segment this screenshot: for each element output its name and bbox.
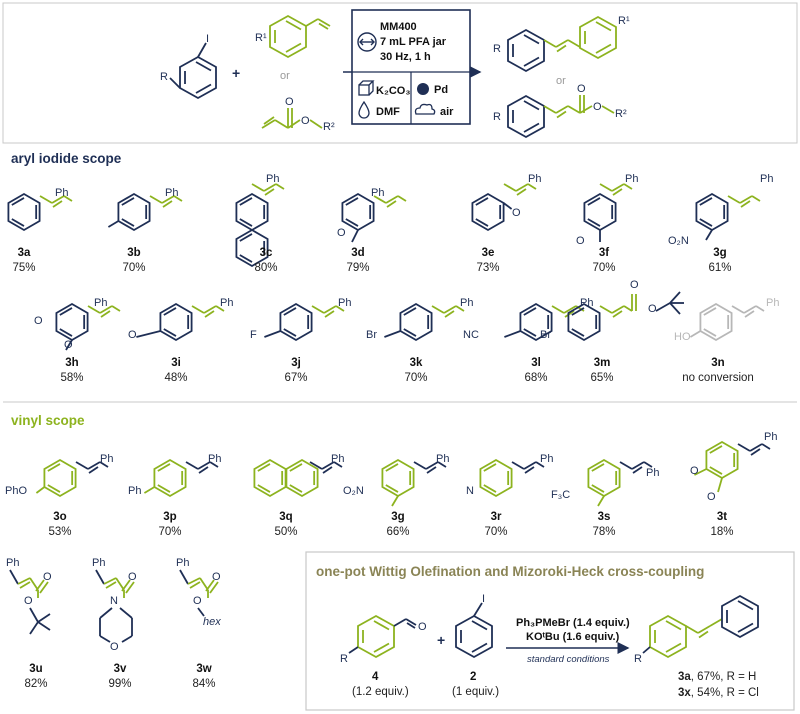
aryl-compound-yield-12: 65% (590, 372, 614, 384)
r1-substituent-reactant: R¹ (255, 32, 267, 44)
stilbene-product (508, 17, 616, 71)
vinyl-compound-label-2: 3q (279, 511, 293, 523)
r1-substituent-product: R¹ (618, 15, 630, 27)
vinyl-compound-yield-9: 84% (192, 678, 216, 690)
aryl-compound-yield-13: no conversion (682, 372, 754, 384)
r-substituent-cinnamate: R (493, 111, 501, 123)
o-label-3w-ester: O (193, 595, 202, 607)
r-substituent: R (160, 71, 168, 83)
vinyl-compound-label-5: 3s (597, 511, 611, 523)
ring-3a (8, 194, 39, 230)
aryl-compound-yield-11: 68% (524, 372, 548, 384)
solvent-name: DMF (376, 106, 400, 118)
prod2-label: 3x (678, 687, 691, 699)
o-label-3v: O (128, 571, 137, 583)
r2-substituent: R² (323, 121, 335, 133)
ph-label-3g: Ph (760, 173, 774, 185)
ph-label-3p: Ph (208, 453, 222, 465)
f-label-3j: F (250, 329, 257, 341)
benzaldehyde-structure (349, 616, 416, 657)
aryl-compound-yield-7: 58% (60, 372, 84, 384)
r-label-one-pot-product: R (634, 653, 642, 665)
ring-3p (154, 460, 185, 496)
ph-label-3l: Ph (580, 297, 594, 309)
oxygen-carbonyl: O (285, 96, 294, 108)
ring-3q-a (254, 460, 285, 496)
aryl-compound-label-13: 3n (711, 357, 725, 369)
o-label-3t-2: O (707, 491, 716, 503)
catalyst-dot-icon (417, 83, 429, 95)
ph-label-3a: Ph (55, 187, 69, 199)
one-pot-result-2 (678, 687, 759, 699)
o-label-3h: O (34, 315, 43, 327)
aryl-compound-yield-1: 70% (122, 262, 146, 274)
vinyl-compound-yield-1: 70% (158, 526, 182, 538)
ph-label-3q: Ph (331, 453, 345, 465)
aryl-iodide-reactant (170, 43, 216, 98)
aryl-compound-yield-5: 70% (592, 262, 616, 274)
prod1-text: , 67%, R = H (690, 671, 757, 683)
aryl-compound-label-8: 3i (171, 357, 181, 369)
acrylate-reactant (262, 108, 322, 128)
o-label-3w-carbonyl: O (212, 571, 221, 583)
hex-label-3w: hex (203, 616, 221, 628)
aryl-compound-yield-6: 61% (708, 262, 732, 274)
aryl-compound-yield-10: 70% (404, 372, 428, 384)
ring-3o (44, 460, 75, 496)
mill-name: MM400 (380, 21, 417, 33)
ph-label-3r: Ph (540, 453, 554, 465)
f3c-label-3s: F₃C (551, 489, 571, 501)
aryl-compound-yield-2: 80% (254, 262, 278, 274)
o-label-3e: O (512, 207, 521, 219)
ring-3r (480, 460, 511, 496)
br-label-3k: Br (366, 329, 377, 341)
iodobenzene-structure (456, 603, 492, 657)
ring-3k (400, 304, 431, 340)
ph-label-3p-aryl: Ph (128, 485, 142, 497)
vinyl-compound-label-0: 3o (53, 511, 67, 523)
or-text-products: or (556, 75, 566, 87)
base-reagent: K₂CO₃ (376, 85, 411, 97)
vinyl-compound-yield-4: 70% (484, 526, 508, 538)
ph-label-3v: Ph (92, 557, 106, 569)
vinyl-compound-yield-7: 82% (24, 678, 48, 690)
n-label-3r: N (466, 485, 474, 497)
aryl-compound-label-5: 3f (598, 247, 610, 259)
one-pot-product-structure (643, 596, 758, 657)
aryl-compound-yield-3: 79% (346, 262, 370, 274)
vinyl-compound-yield-0: 53% (48, 526, 72, 538)
ho-label-3n: HO (674, 331, 691, 343)
n-label-3v: N (110, 595, 118, 607)
o-label-3u-ester: O (24, 595, 33, 607)
vinyl-3c (252, 184, 284, 195)
ring-3g-vinyl (382, 460, 413, 496)
o-label-3h-carbonyl: O (64, 339, 73, 351)
one-pot-title: one-pot Wittig Olefination and Mizoroki-Heck cross-coupling (316, 564, 705, 579)
ring-3t (706, 442, 737, 478)
one-pot-result-1 (678, 671, 756, 683)
one-pot-plus: + (437, 632, 446, 648)
vinyl-3t (738, 444, 770, 455)
o2n-label-3g: O₂N (668, 235, 689, 247)
o-label-3i: O (128, 329, 137, 341)
ring-3g (696, 194, 727, 230)
aryl-compound-label-10: 3k (409, 357, 423, 369)
ring-3j (280, 304, 311, 340)
aryl-compound-yield-0: 75% (12, 262, 36, 274)
vinyl-compound-label-1: 3p (163, 511, 177, 523)
ring-3c-a (236, 194, 267, 230)
or-text-reactants: or (280, 70, 290, 82)
oxygen-cinnamate-ester: O (593, 101, 602, 113)
aryl-compound-label-1: 3b (127, 247, 141, 259)
o-label-3d: O (337, 227, 346, 239)
oxygen-ester: O (301, 115, 310, 127)
jar-spec: 7 mL PFA jar (380, 36, 447, 48)
aryl-compound-label-0: 3a (17, 247, 31, 259)
aryl-compound-label-11: 3l (531, 357, 541, 369)
oxygen-cinnamate-carbonyl: O (577, 83, 586, 95)
vinyl-compound-label-8: 3v (113, 663, 127, 675)
ring-3d (342, 194, 373, 230)
r-substituent-product: R (493, 43, 501, 55)
vinyl-compound-label-7: 3u (29, 663, 43, 675)
sm1-label: 4 (372, 671, 379, 683)
vinyl-compound-yield-5: 78% (592, 526, 616, 538)
aryl-compound-label-9: 3j (291, 357, 301, 369)
sm2-label: 2 (470, 671, 477, 683)
vinyl-compound-label-4: 3r (490, 511, 502, 523)
o-label-3v-ring: O (110, 641, 119, 653)
ring-3b (118, 194, 149, 230)
o2n-label-3g-vinyl: O₂N (343, 485, 364, 497)
iodine-atom: I (206, 33, 210, 45)
ph-label-3i: Ph (220, 297, 234, 309)
aryl-compound-label-7: 3h (65, 357, 79, 369)
vinyl-compound-yield-8: 99% (108, 678, 132, 690)
ring-3n (700, 304, 731, 340)
vinyl-scope-title: vinyl scope (11, 413, 85, 428)
aryl-compound-label-6: 3g (713, 247, 727, 259)
ph-label-3b: Ph (165, 187, 179, 199)
vinyl-3e (504, 184, 536, 195)
vinyl-3g (728, 196, 760, 207)
plus-sign: + (232, 65, 241, 81)
o-label-3t-1: O (690, 465, 699, 477)
ph-label-3t: Ph (764, 431, 778, 443)
vinyl-compound-label-3: 3g (391, 511, 405, 523)
styrene-reactant (270, 16, 330, 57)
ph-label-3n: Ph (766, 297, 780, 309)
vinyl-compound-yield-3: 66% (386, 526, 410, 538)
vinyl-compound-yield-6: 18% (710, 526, 734, 538)
catalyst-name: Pd (434, 84, 449, 96)
aryl-compound-label-2: 3c (259, 247, 273, 259)
ring-3e (472, 194, 503, 230)
aryl-compound-yield-9: 67% (284, 372, 308, 384)
ph-label-3o: Ph (100, 453, 114, 465)
wittig-reagent-2: KOᵗBu (1.6 equiv.) (526, 631, 620, 643)
ph-label-3s: Ph (646, 467, 660, 479)
ring-3s (588, 460, 619, 496)
aryl-compound-label-4: 3e (481, 247, 495, 259)
atmosphere-name: air (440, 106, 454, 118)
r2-substituent-product: R² (615, 108, 627, 120)
vinyl-3n (732, 306, 764, 317)
vinyl-compound-label-6: 3t (716, 511, 728, 523)
aryl-scope-title: aryl iodide scope (11, 151, 122, 166)
ph-label-3k: Ph (460, 297, 474, 309)
vinyl-compound-yield-2: 50% (274, 526, 298, 538)
o-label-3m-ester: O (648, 303, 657, 315)
ring-3i (160, 304, 191, 340)
vinyl-3f (600, 184, 632, 195)
aryl-compound-yield-8: 48% (164, 372, 188, 384)
br-label-3m: Br (540, 329, 551, 341)
aryl-compound-label-12: 3m (593, 357, 611, 369)
o-label-3m-carbonyl: O (630, 279, 639, 291)
ring-3f (584, 194, 615, 230)
prod2-text: , 54%, R = Cl (690, 687, 759, 699)
aryl-compound-yield-4: 73% (476, 262, 500, 274)
ph-label-3g-vinyl: Ph (436, 453, 450, 465)
frequency-time: 30 Hz, 1 h (380, 51, 431, 63)
ph-label-3e: Ph (528, 173, 542, 185)
scope-atom-labels (5, 173, 779, 653)
ring-3h (56, 304, 87, 340)
prod1-label: 3a (678, 671, 691, 683)
ph-label-3h: Ph (94, 297, 108, 309)
o-label-3u-carbonyl: O (43, 571, 52, 583)
vinyl-compound-label-9: 3w (196, 663, 212, 675)
pho-label-3o: PhO (5, 485, 28, 497)
o-label-3f: O (576, 235, 585, 247)
ph-label-3f: Ph (625, 173, 639, 185)
ring-3m (568, 304, 599, 340)
sm1-equiv: (1.2 equiv.) (352, 686, 409, 698)
ph-label-3w: Ph (176, 557, 190, 569)
aryl-compound-label-3: 3d (351, 247, 365, 259)
standard-conditions-text: standard conditions (527, 654, 610, 665)
ph-label-3j: Ph (338, 297, 352, 309)
i-label-iodobenzene: I (482, 593, 486, 605)
ph-label-3c: Ph (266, 173, 280, 185)
nc-label-3l: NC (463, 329, 479, 341)
ph-label-3u: Ph (6, 557, 20, 569)
wittig-reagent-1: Ph₃PMeBr (1.4 equiv.) (516, 617, 630, 629)
sm2-equiv: (1 equiv.) (452, 686, 500, 698)
ph-label-3d: Ph (371, 187, 385, 199)
o-label-benzaldehyde: O (418, 621, 427, 633)
r-label-benzaldehyde: R (340, 653, 348, 665)
vinyl-3m (600, 306, 632, 317)
ring-3q-b (286, 460, 317, 496)
